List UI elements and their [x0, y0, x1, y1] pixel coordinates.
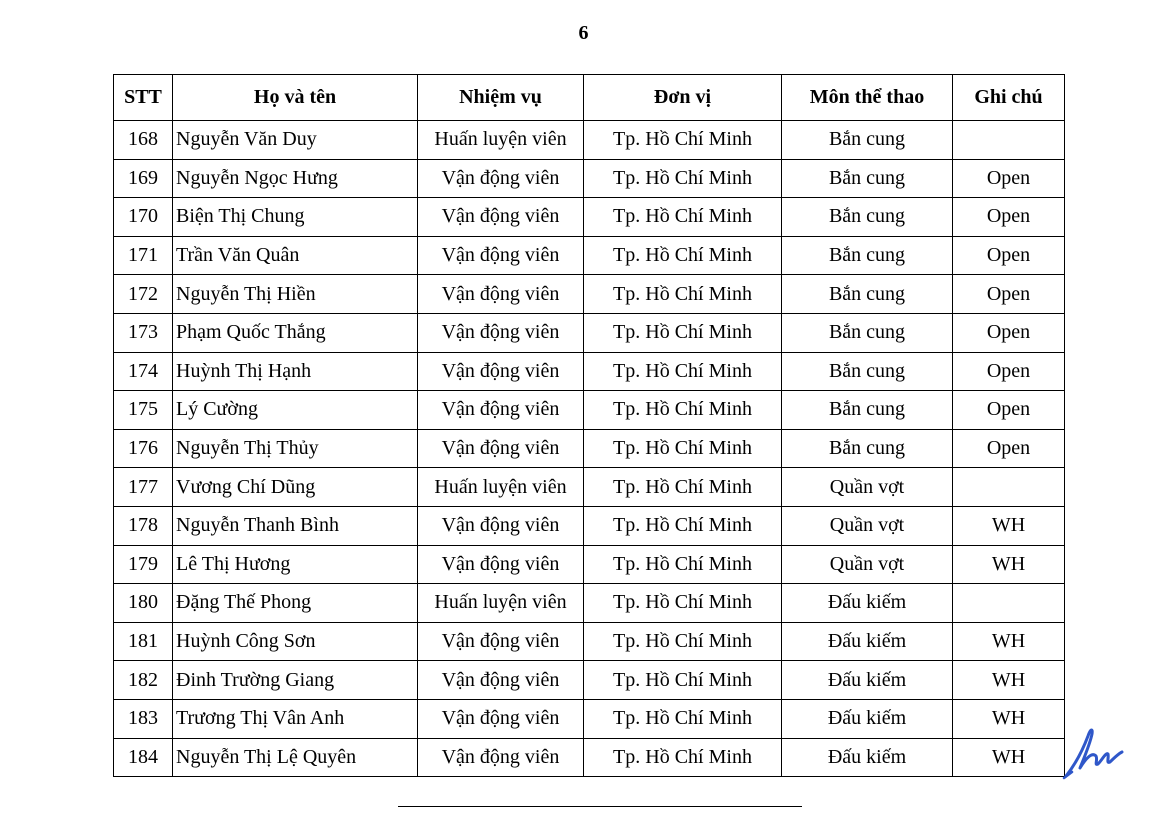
cell-sport: Đấu kiếm [782, 738, 953, 777]
cell-note: Open [953, 236, 1065, 275]
cell-name: Nguyễn Ngọc Hưng [173, 159, 418, 198]
cell-role: Vận động viên [418, 661, 584, 700]
cell-sport: Bắn cung [782, 198, 953, 237]
cell-note: Open [953, 313, 1065, 352]
cell-name: Nguyễn Văn Duy [173, 121, 418, 160]
cell-note: Open [953, 391, 1065, 430]
header-stt: STT [114, 75, 173, 121]
cell-stt: 184 [114, 738, 173, 777]
cell-note: Open [953, 159, 1065, 198]
cell-role: Vận động viên [418, 198, 584, 237]
cell-role: Vận động viên [418, 429, 584, 468]
header-note: Ghi chú [953, 75, 1065, 121]
cell-name: Trương Thị Vân Anh [173, 699, 418, 738]
header-role: Nhiệm vụ [418, 75, 584, 121]
header-row [114, 75, 1065, 121]
cell-stt: 173 [114, 313, 173, 352]
cell-sport: Bắn cung [782, 159, 953, 198]
cell-stt: 172 [114, 275, 173, 314]
table-row [114, 738, 1065, 777]
cell-unit: Tp. Hồ Chí Minh [584, 738, 782, 777]
cell-unit: Tp. Hồ Chí Minh [584, 429, 782, 468]
cell-stt: 174 [114, 352, 173, 391]
cell-sport: Bắn cung [782, 429, 953, 468]
cell-name: Lê Thị Hương [173, 545, 418, 584]
cell-stt: 181 [114, 622, 173, 661]
table-row [114, 198, 1065, 237]
cell-sport: Đấu kiếm [782, 699, 953, 738]
cell-stt: 169 [114, 159, 173, 198]
cell-role: Vận động viên [418, 699, 584, 738]
table-row [114, 313, 1065, 352]
roster-body [114, 121, 1065, 777]
table-row [114, 584, 1065, 623]
cell-role: Vận động viên [418, 622, 584, 661]
cell-note: WH [953, 738, 1065, 777]
cell-role: Huấn luyện viên [418, 121, 584, 160]
cell-stt: 170 [114, 198, 173, 237]
cell-sport: Bắn cung [782, 313, 953, 352]
cell-unit: Tp. Hồ Chí Minh [584, 699, 782, 738]
table-row [114, 121, 1065, 160]
cell-name: Huỳnh Công Sơn [173, 622, 418, 661]
cell-name: Nguyễn Thị Hiền [173, 275, 418, 314]
cell-name: Nguyễn Thanh Bình [173, 506, 418, 545]
cell-stt: 182 [114, 661, 173, 700]
header-unit: Đơn vị [584, 75, 782, 121]
cell-role: Vận động viên [418, 275, 584, 314]
cell-note: Open [953, 198, 1065, 237]
cell-note [953, 584, 1065, 623]
cell-name: Nguyễn Thị Thủy [173, 429, 418, 468]
cell-name: Phạm Quốc Thắng [173, 313, 418, 352]
cell-role: Vận động viên [418, 159, 584, 198]
cell-note: WH [953, 661, 1065, 700]
cell-role: Vận động viên [418, 352, 584, 391]
table-row [114, 468, 1065, 507]
cell-unit: Tp. Hồ Chí Minh [584, 622, 782, 661]
cell-unit: Tp. Hồ Chí Minh [584, 121, 782, 160]
cell-sport: Đấu kiếm [782, 584, 953, 623]
cell-unit: Tp. Hồ Chí Minh [584, 313, 782, 352]
roster-table [113, 74, 1065, 777]
cell-unit: Tp. Hồ Chí Minh [584, 159, 782, 198]
cell-sport: Bắn cung [782, 391, 953, 430]
cell-sport: Đấu kiếm [782, 622, 953, 661]
cell-unit: Tp. Hồ Chí Minh [584, 506, 782, 545]
cell-stt: 177 [114, 468, 173, 507]
cell-stt: 171 [114, 236, 173, 275]
table-row [114, 622, 1065, 661]
cell-unit: Tp. Hồ Chí Minh [584, 661, 782, 700]
cell-note: Open [953, 429, 1065, 468]
table-row [114, 275, 1065, 314]
cell-stt: 180 [114, 584, 173, 623]
cell-unit: Tp. Hồ Chí Minh [584, 584, 782, 623]
table-row [114, 506, 1065, 545]
cell-sport: Quần vợt [782, 506, 953, 545]
cell-role: Huấn luyện viên [418, 468, 584, 507]
table-row [114, 352, 1065, 391]
cell-note: Open [953, 275, 1065, 314]
table-row [114, 236, 1065, 275]
cell-role: Vận động viên [418, 313, 584, 352]
header-sport: Môn thể thao [782, 75, 953, 121]
cell-sport: Bắn cung [782, 121, 953, 160]
cell-sport: Quần vợt [782, 545, 953, 584]
cell-note: WH [953, 506, 1065, 545]
cell-sport: Bắn cung [782, 275, 953, 314]
cell-unit: Tp. Hồ Chí Minh [584, 468, 782, 507]
cell-sport: Bắn cung [782, 352, 953, 391]
cell-unit: Tp. Hồ Chí Minh [584, 352, 782, 391]
cell-role: Huấn luyện viên [418, 584, 584, 623]
cell-note [953, 121, 1065, 160]
cell-sport: Bắn cung [782, 236, 953, 275]
cell-sport: Đấu kiếm [782, 661, 953, 700]
cell-stt: 178 [114, 506, 173, 545]
cell-role: Vận động viên [418, 236, 584, 275]
signature-mark [1062, 722, 1124, 780]
cell-name: Vương Chí Dũng [173, 468, 418, 507]
cell-name: Đặng Thế Phong [173, 584, 418, 623]
table-row [114, 391, 1065, 430]
cell-role: Vận động viên [418, 506, 584, 545]
cell-note: Open [953, 352, 1065, 391]
table-row [114, 545, 1065, 584]
cell-name: Lý Cường [173, 391, 418, 430]
cell-name: Trần Văn Quân [173, 236, 418, 275]
table-row [114, 699, 1065, 738]
bottom-rule [398, 806, 802, 807]
cell-name: Biện Thị Chung [173, 198, 418, 237]
cell-unit: Tp. Hồ Chí Minh [584, 275, 782, 314]
page-number: 6 [578, 22, 589, 44]
cell-role: Vận động viên [418, 738, 584, 777]
cell-name: Nguyễn Thị Lệ Quyên [173, 738, 418, 777]
cell-sport: Quần vợt [782, 468, 953, 507]
cell-unit: Tp. Hồ Chí Minh [584, 236, 782, 275]
cell-stt: 168 [114, 121, 173, 160]
cell-role: Vận động viên [418, 545, 584, 584]
cell-note: WH [953, 699, 1065, 738]
table-row [114, 159, 1065, 198]
cell-name: Đinh Trường Giang [173, 661, 418, 700]
cell-unit: Tp. Hồ Chí Minh [584, 391, 782, 430]
cell-note: WH [953, 622, 1065, 661]
cell-unit: Tp. Hồ Chí Minh [584, 545, 782, 584]
cell-stt: 179 [114, 545, 173, 584]
cell-name: Huỳnh Thị Hạnh [173, 352, 418, 391]
cell-unit: Tp. Hồ Chí Minh [584, 198, 782, 237]
cell-stt: 183 [114, 699, 173, 738]
table-row [114, 661, 1065, 700]
cell-stt: 175 [114, 391, 173, 430]
cell-note: WH [953, 545, 1065, 584]
cell-note [953, 468, 1065, 507]
header-name: Họ và tên [173, 75, 418, 121]
table-row [114, 429, 1065, 468]
cell-role: Vận động viên [418, 391, 584, 430]
cell-stt: 176 [114, 429, 173, 468]
